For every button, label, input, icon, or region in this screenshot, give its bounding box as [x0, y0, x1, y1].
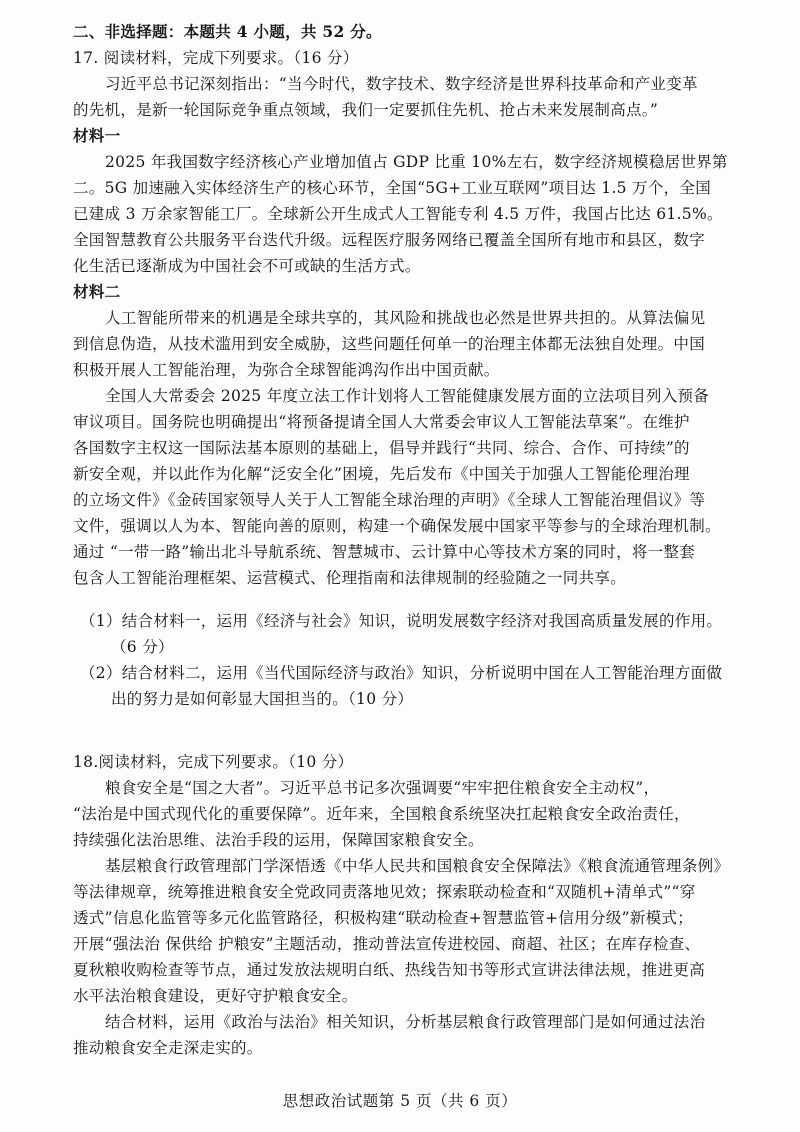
- q18-line: 水平法治粮食建设，更好守护粮食安全。: [73, 987, 358, 1005]
- material1-line: 2025 年我国数字经济核心产业增加值占 GDP 比重 10%左右，数字经济规模稳居世界第: [105, 153, 728, 171]
- material2-line: 文件，强调以人为本、智能向善的原则，构建一个确保发展中国家平等参与的全球治理机制。: [73, 517, 721, 535]
- material2-line: 的立场文件》《金砖国家领导人关于人工智能全球治理的声明》《全球人工智能治理倡议》等: [73, 491, 706, 509]
- material2-line: 各国数字主权这一国际法基本原则的基础上，倡导并践行“共同、综合、合作、可持续”的: [73, 439, 690, 457]
- q18-prompt: 18.阅读材料，完成下列要求。（10 分）: [73, 753, 354, 771]
- material1-line: 二。5G 加速融入实体经济生产的核心环节，全国“5G+工业互联网”项目达 1.5 万个，全国: [73, 179, 712, 197]
- q17-quote-line: 习近平总书记深刻指出：“当今时代，数字技术、数字经济是世界科技革命和产业变革: [105, 75, 698, 93]
- q18-line: 粮食安全是“国之大者”。习近平总书记多次强调要“牢牢把住粮食安全主动权”，: [105, 779, 660, 797]
- section-title: 二、非选择题：本题共 4 小题，共 52 分。: [73, 22, 382, 41]
- q18-line: 开展“强法治 保供给 护粮安”主题活动，推动普法宣传进校园、商超、社区；在库存检查、: [73, 935, 701, 953]
- q18-line: 透式”信息化监管等多元化监管路径，积极构建“联动检查+智慧监管+信用分级”新模式；: [73, 909, 694, 927]
- page-footer: 思想政治试题第 5 页（共 6 页）: [282, 1092, 518, 1110]
- material2-line: 积极开展人工智能治理，为弥合全球智能鸿沟作出中国贡献。: [73, 361, 500, 379]
- q18-line: “法治是中国式现代化的重要保障”。近年来，全国粮食系统坚决扛起粮食安全政治责任，: [73, 805, 690, 823]
- material2-line: 包含人工智能治理框架、运营模式、伦理指南和法律规制的经验随之一同共享。: [73, 569, 627, 587]
- q18-question: 结合材料，运用《政治与法治》相关知识，分析基层粮食行政管理部门是如何通过法治: [105, 1013, 706, 1031]
- q17-sub1: （1）结合材料一，运用《经济与社会》知识，说明发展数字经济对我国高质量发展的作用。: [80, 612, 723, 630]
- material1-line: 已建成 3 万余家智能工厂。全球新公开生成式人工智能专利 4.5 万件，我国占比达 61.5%。: [73, 205, 723, 223]
- material1-heading: 材料一: [73, 126, 121, 145]
- material2-line: 人工智能所带来的机遇是全球共享的，其风险和挑战也必然是世界共担的。从算法偏见: [105, 309, 706, 327]
- q18-question: 推动粮食安全走深走实的。: [73, 1039, 263, 1057]
- material2-line: 全国人大常委会 2025 年度立法工作计划将人工智能健康发展方面的立法项目列入预备: [105, 387, 710, 405]
- q17-prompt: 17. 阅读材料，完成下列要求。（16 分）: [73, 49, 359, 67]
- material1-line: 化生活已逐渐成为中国社会不可或缺的生活方式。: [73, 257, 421, 275]
- q17-sub2-cont: 出的努力是如何彰显大国担当的。（10 分）: [111, 690, 414, 708]
- q17-quote-line: 的先机，是新一轮国际竞争重点领域，我们一定要抓住先机、抢占未来发展制高点。”: [73, 101, 659, 119]
- q18-line: 等法律规章，统筹推进粮食安全党政同责落地见效；探索联动检查和“双随机+清单式”“穿: [73, 883, 696, 901]
- material2-line: 新安全观，并以此作为化解“泛安全化”困境，先后发布《中国关于加强人工智能伦理治理: [73, 465, 690, 483]
- material2-line: 通过 “一带一路”输出北斗导航系统、智慧城市、云计算中心等技术方案的同时，将一整套: [73, 543, 696, 561]
- q18-line: 基层粮食行政管理部门学深悟透《中华人民共和国粮食安全保障法》《粮食流通管理条例》: [105, 857, 730, 875]
- material2-line: 审议项目。国务院也明确提出“将预备提请全国人大常委会审议人工智能法草案”。在维护: [73, 413, 690, 431]
- q17-sub1-points: （6 分）: [111, 638, 174, 656]
- q18-line: 持续强化法治思维、法治手段的运用，保障国家粮食安全。: [73, 831, 484, 849]
- q17-sub2: （2）结合材料二，运用《当代国际经济与政治》知识，分析说明中国在人工智能治理方面做: [80, 664, 723, 682]
- material2-heading: 材料二: [73, 282, 121, 301]
- material2-line: 到信息伪造，从技术滥用到安全威胁，这些问题任何单一的治理主体都无法独自处理。中国: [73, 335, 706, 353]
- q18-line: 夏秋粮收购检查等节点，通过发放法规明白纸、热线告知书等形式宣讲法律法规，推进更高: [73, 961, 706, 979]
- material1-line: 全国智慧教育公共服务平台迭代升级。远程医疗服务网络已覆盖全国所有地市和县区，数字: [73, 231, 706, 249]
